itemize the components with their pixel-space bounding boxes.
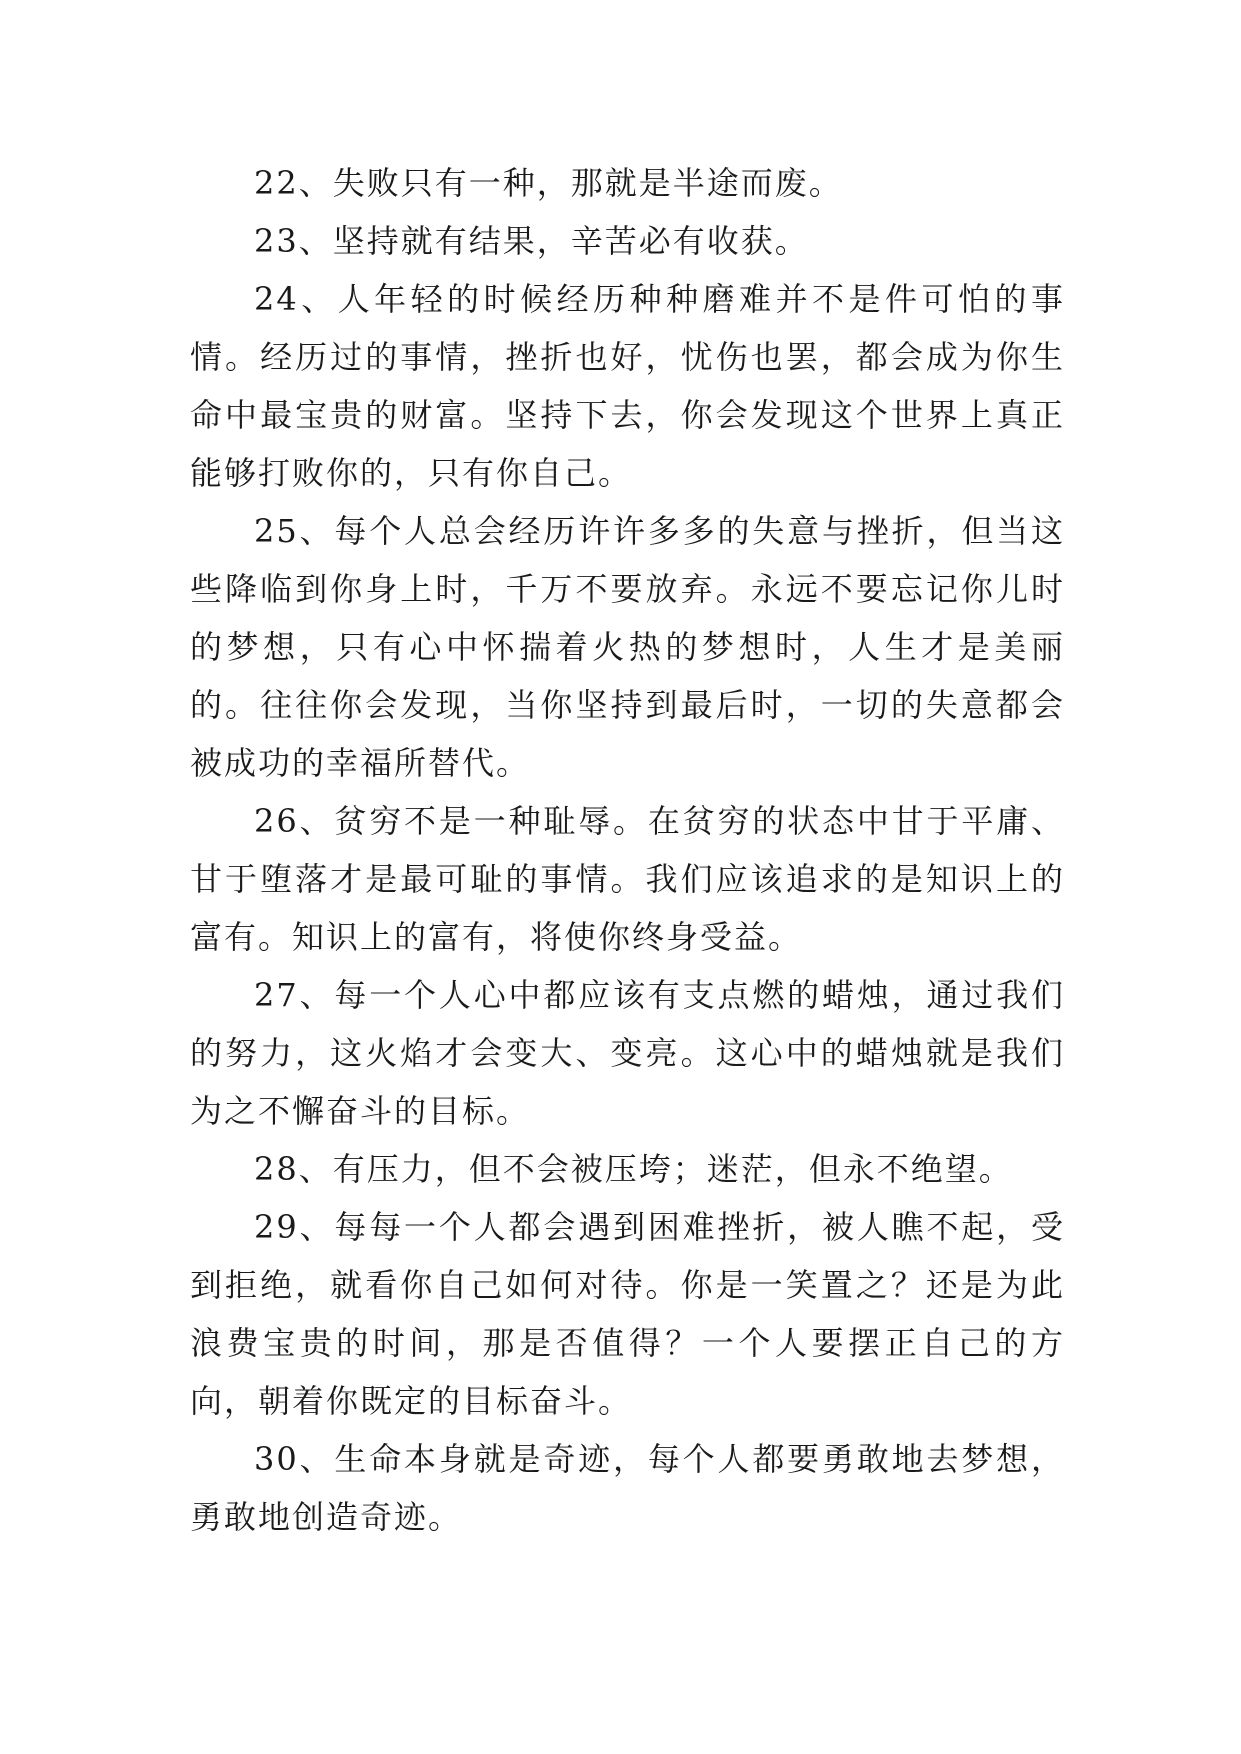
paragraph-27: 27、每一个人心中都应该有支点燃的蜡烛，通过我们的努力，这火焰才会变大、变亮。这心中的蜡烛就是我们为之不懈奋斗的目标。 [190, 976, 1065, 1130]
paragraph-30: 30、生命本身就是奇迹，每个人都要勇敢地去梦想，勇敢地创造奇迹。 [190, 1440, 1065, 1536]
paragraph-25: 25、每个人总会经历许许多多的失意与挫折，但当这些降临到你身上时，千万不要放弃。永远不要忘记你儿时的梦想，只有心中怀揣着火热的梦想时，人生才是美丽的。往往你会发现，当你坚持到最后时，一切的失意都会被成功的幸福所替代。 [190, 512, 1065, 782]
paragraph-23: 23、坚持就有结果，辛苦必有收获。 [254, 222, 809, 260]
paragraph-28: 28、有压力，但不会被压垮；迷茫，但永不绝望。 [254, 1150, 1013, 1188]
paragraph-24: 24、人年轻的时候经历种种磨难并不是件可怕的事情。经历过的事情，挫折也好，忧伤也罢，都会成为你生命中最宝贵的财富。坚持下去，你会发现这个世界上真正能够打败你的，只有你自己。 [190, 280, 1065, 492]
paragraph-22: 22、失败只有一种，那就是半途而废。 [254, 164, 843, 202]
document-body [190, 154, 1065, 1546]
paragraph-29: 29、每每一个人都会遇到困难挫折，被人瞧不起，受到拒绝，就看你自己如何对待。你是一笑置之？还是为此浪费宝贵的时间，那是否值得？一个人要摆正自己的方向，朝着你既定的目标奋斗。 [190, 1208, 1065, 1420]
paragraph-26: 26、贫穷不是一种耻辱。在贫穷的状态中甘于平庸、甘于堕落才是最可耻的事情。我们应该追求的是知识上的富有。知识上的富有，将使你终身受益。 [190, 802, 1065, 956]
